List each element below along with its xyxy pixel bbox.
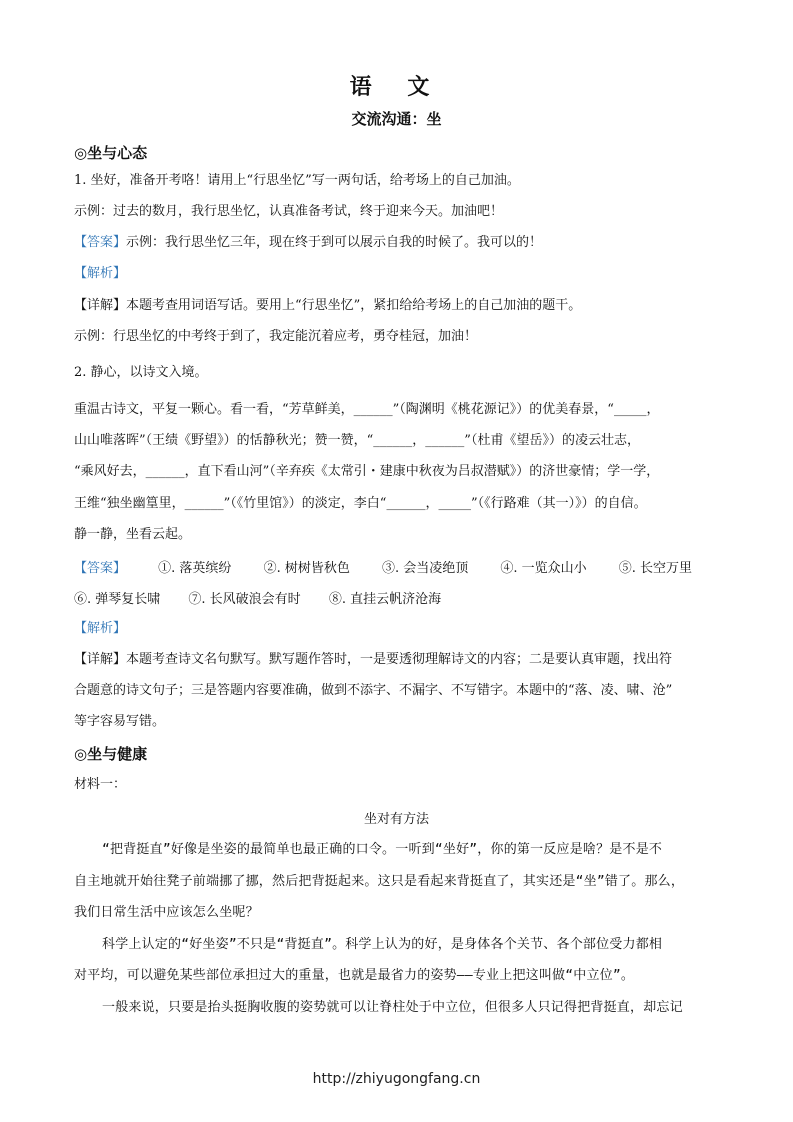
material-line: 一般来说，只要是抬头挺胸收腹的姿势就可以让脊柱处于中立位，但很多人只记得把背挺直，却忘记 [102,1000,683,1015]
question-1-answer [74,234,542,252]
answer-item: ⑧. 直挂云帆济沧海 [328,592,442,607]
question-2-line: 静一静，坐看云起。 [74,527,192,542]
answer-item: ⑦. 长风破浪会有时 [188,592,301,607]
answer-item: ⑥. 弹琴复长啸 [74,592,161,607]
question-2-line: “乘风好去，______，直下看山河”（辛弃疾《太常引・建康中秋夜为吕叔潜赋》）的济世豪情；学一学， [74,464,660,479]
material-title: 坐对有方法 [363,812,429,827]
question-1-detail-example: 示例：行思坐忆的中考终于到了，我定能沉着应考，勇夺桂冠，加油！ [74,329,478,344]
question-2-detail-line: 合题意的诗文句子；三是答题内容要准确，做到不添字、不漏字、不写错字。本题中的“落、凌、啸、沧” [74,683,673,698]
analysis-tag: 【解析】 [74,621,127,636]
question-2-answers-row-2 [74,588,441,607]
section-heading-health: ◎坐与健康 [74,745,148,763]
material-line: 自主地就开始往凳子前端挪了挪，然后把背挺起来。这只是看起来背挺直了，其实还是“坐”错了。那么， [74,874,685,889]
material-line: “把背挺直”好像是坐姿的最简单也最正确的口令。一听到“坐好”，你的第一反应是啥？是不是不 [102,842,663,857]
page-subtitle: 交流沟通：坐 [351,110,442,128]
footer-url: http://zhiyugongfang.cn [312,1071,481,1087]
question-2-detail-line: 【详解】本题考查诗文名句默写。默写题作答时，一是要透彻理解诗文的内容；二是要认真审题，找出符 [74,652,673,667]
material-line: 我们日常生活中应该怎么坐呢？ [74,905,259,920]
answer-item: ⑤. 长空万里 [618,561,693,576]
section-heading-mindset: ◎坐与心态 [74,144,148,162]
question-2-answers-row-1 [74,557,692,576]
answer-item: ③. 会当凌绝顶 [381,561,469,576]
question-2-line: 山山唯落晖”（王绩《野望》）的恬静秋光；赞一赞，“______，______”（杜甫《望岳》）的凌云壮志， [74,433,640,448]
answer-tag: 【答案】 [74,235,127,250]
answer-item: ①. 落英缤纷 [158,561,232,576]
question-2-line: 重温古诗文，平复一颗心。看一看，“芳草鲜美，______”（陶渊明《桃花源记》）的优美春景，“_____， [74,402,660,417]
answer-item: ②. 树树皆秋色 [263,561,350,576]
question-2: 2. 静心，以诗文入境。 [74,365,208,380]
answer-tag: 【答案】 [74,561,127,576]
material-line: 科学上认定的“好坐姿”不只是“背挺直”。科学上认为的好，是身体各个关节、各个部位受力都相 [102,937,663,952]
material-label: 材料一： [74,777,127,792]
material-line: 对平均，可以避免某些部位承担过大的重量，也就是最省力的姿势——专业上把这叫做“中立位”。 [74,968,635,983]
question-1: 1. 坐好，准备开考咯！请用上“行思坐忆”写一两句话，给考场上的自己加油。 [74,173,520,188]
page-title: 语 文 [349,74,444,100]
analysis-tag: 【解析】 [74,266,127,281]
question-1-example: 示例：过去的数月，我行思坐忆，认真准备考试，终于迎来今天。加油吧！ [74,204,504,219]
question-2-line: 王维“独坐幽篁里，______”（《竹里馆》）的淡定，李白“______，_____”（《行路难（其一）》）的自信。 [74,496,647,511]
answer-item: ④. 一览众山小 [500,561,587,576]
question-1-detail: 【详解】本题考查用词语写话。要用上“行思坐忆”，紧扣给给考场上的自己加油的题干。 [74,298,582,313]
answer-text: 示例：我行思坐忆三年，现在终于到可以展示自我的时候了。我可以的！ [126,235,543,250]
question-2-detail-line: 等字容易写错。 [74,714,166,729]
